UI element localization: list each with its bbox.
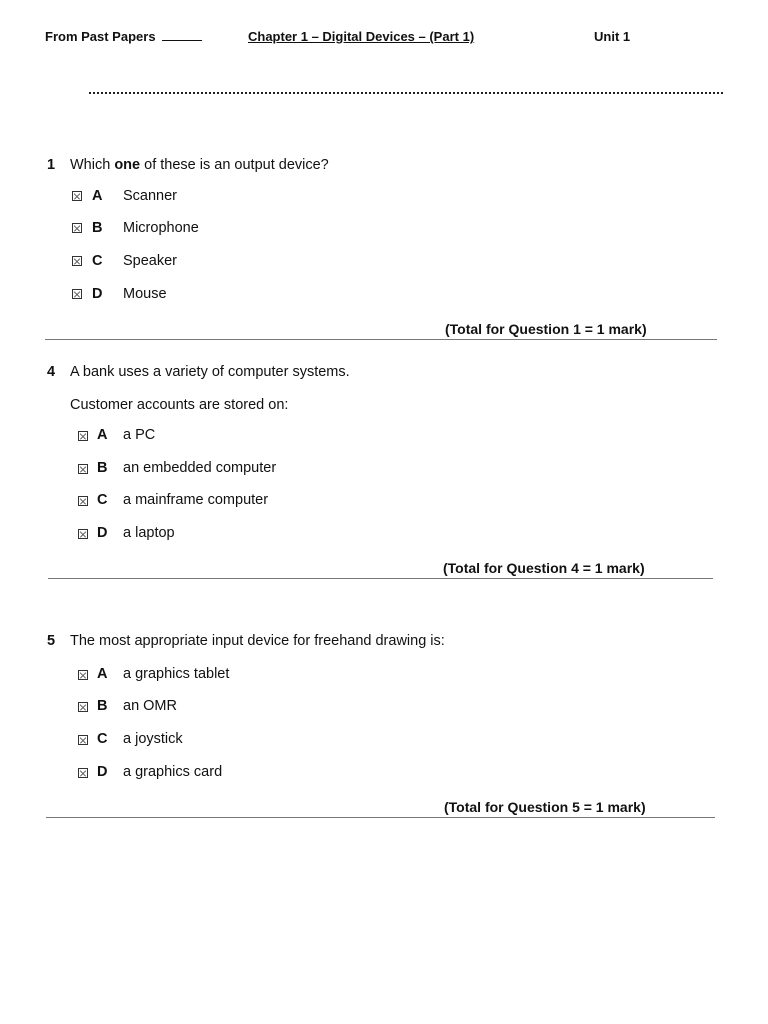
option-text: a laptop xyxy=(123,525,175,541)
question-divider xyxy=(48,578,713,579)
question-prompt-emphasis: one xyxy=(114,157,141,173)
question-total-marks: (Total for Question 1 = 1 mark) xyxy=(445,321,647,337)
option-c-checkbox[interactable] xyxy=(78,496,88,506)
question-divider xyxy=(46,817,715,818)
option-b-checkbox[interactable] xyxy=(72,223,82,233)
option-letter: D xyxy=(92,286,103,302)
name-dotted-line xyxy=(89,92,723,94)
question-total-marks: (Total for Question 5 = 1 mark) xyxy=(444,799,646,815)
option-letter: A xyxy=(97,427,108,443)
question-subprompt: Customer accounts are stored on: xyxy=(70,397,289,413)
question-prompt-pre: Which xyxy=(70,157,115,173)
header-source-label: From Past Papers xyxy=(45,29,156,44)
option-letter: C xyxy=(92,253,103,269)
option-letter: C xyxy=(97,492,108,508)
option-letter: B xyxy=(97,698,108,714)
option-letter: D xyxy=(97,764,108,780)
option-text: a graphics card xyxy=(123,764,223,780)
option-a-checkbox[interactable] xyxy=(78,431,88,441)
option-text: a graphics tablet xyxy=(123,666,230,682)
option-letter: D xyxy=(97,525,108,541)
question-prompt-post: of these is an output device? xyxy=(140,157,329,173)
question-prompt xyxy=(70,157,329,173)
question-number: 1 xyxy=(47,157,56,173)
option-d-checkbox[interactable] xyxy=(72,289,82,299)
option-text: a PC xyxy=(123,427,156,443)
header-chapter-title: Chapter 1 – Digital Devices – (Part 1) xyxy=(248,29,475,44)
option-text: an embedded computer xyxy=(123,460,277,476)
option-letter: B xyxy=(92,220,103,236)
option-a-checkbox[interactable] xyxy=(78,670,88,680)
option-d-checkbox[interactable] xyxy=(78,529,88,539)
option-c-checkbox[interactable] xyxy=(78,735,88,745)
option-c-checkbox[interactable] xyxy=(72,256,82,266)
header-source xyxy=(45,29,202,44)
question-divider xyxy=(45,339,717,340)
option-b-checkbox[interactable] xyxy=(78,702,88,712)
header-unit: Unit 1 xyxy=(594,29,631,44)
option-d-checkbox[interactable] xyxy=(78,768,88,778)
option-a-checkbox[interactable] xyxy=(72,191,82,201)
option-text: an OMR xyxy=(123,698,177,714)
option-letter: A xyxy=(92,188,103,204)
option-text: Scanner xyxy=(123,188,178,204)
question-number: 5 xyxy=(47,633,56,649)
option-b-checkbox[interactable] xyxy=(78,464,88,474)
option-letter: A xyxy=(97,666,108,682)
header-blank-line xyxy=(162,40,202,41)
option-letter: C xyxy=(97,731,108,747)
question-total-marks: (Total for Question 4 = 1 mark) xyxy=(443,560,645,576)
option-text: Speaker xyxy=(123,253,178,269)
option-text: Mouse xyxy=(123,286,167,302)
option-text: a mainframe computer xyxy=(123,492,269,508)
option-text: a joystick xyxy=(123,731,183,747)
question-prompt: The most appropriate input device for freehand drawing is: xyxy=(70,633,445,649)
question-number: 4 xyxy=(47,364,56,380)
option-letter: B xyxy=(97,460,108,476)
question-prompt: A bank uses a variety of computer systems. xyxy=(70,364,350,380)
option-text: Microphone xyxy=(123,220,199,236)
